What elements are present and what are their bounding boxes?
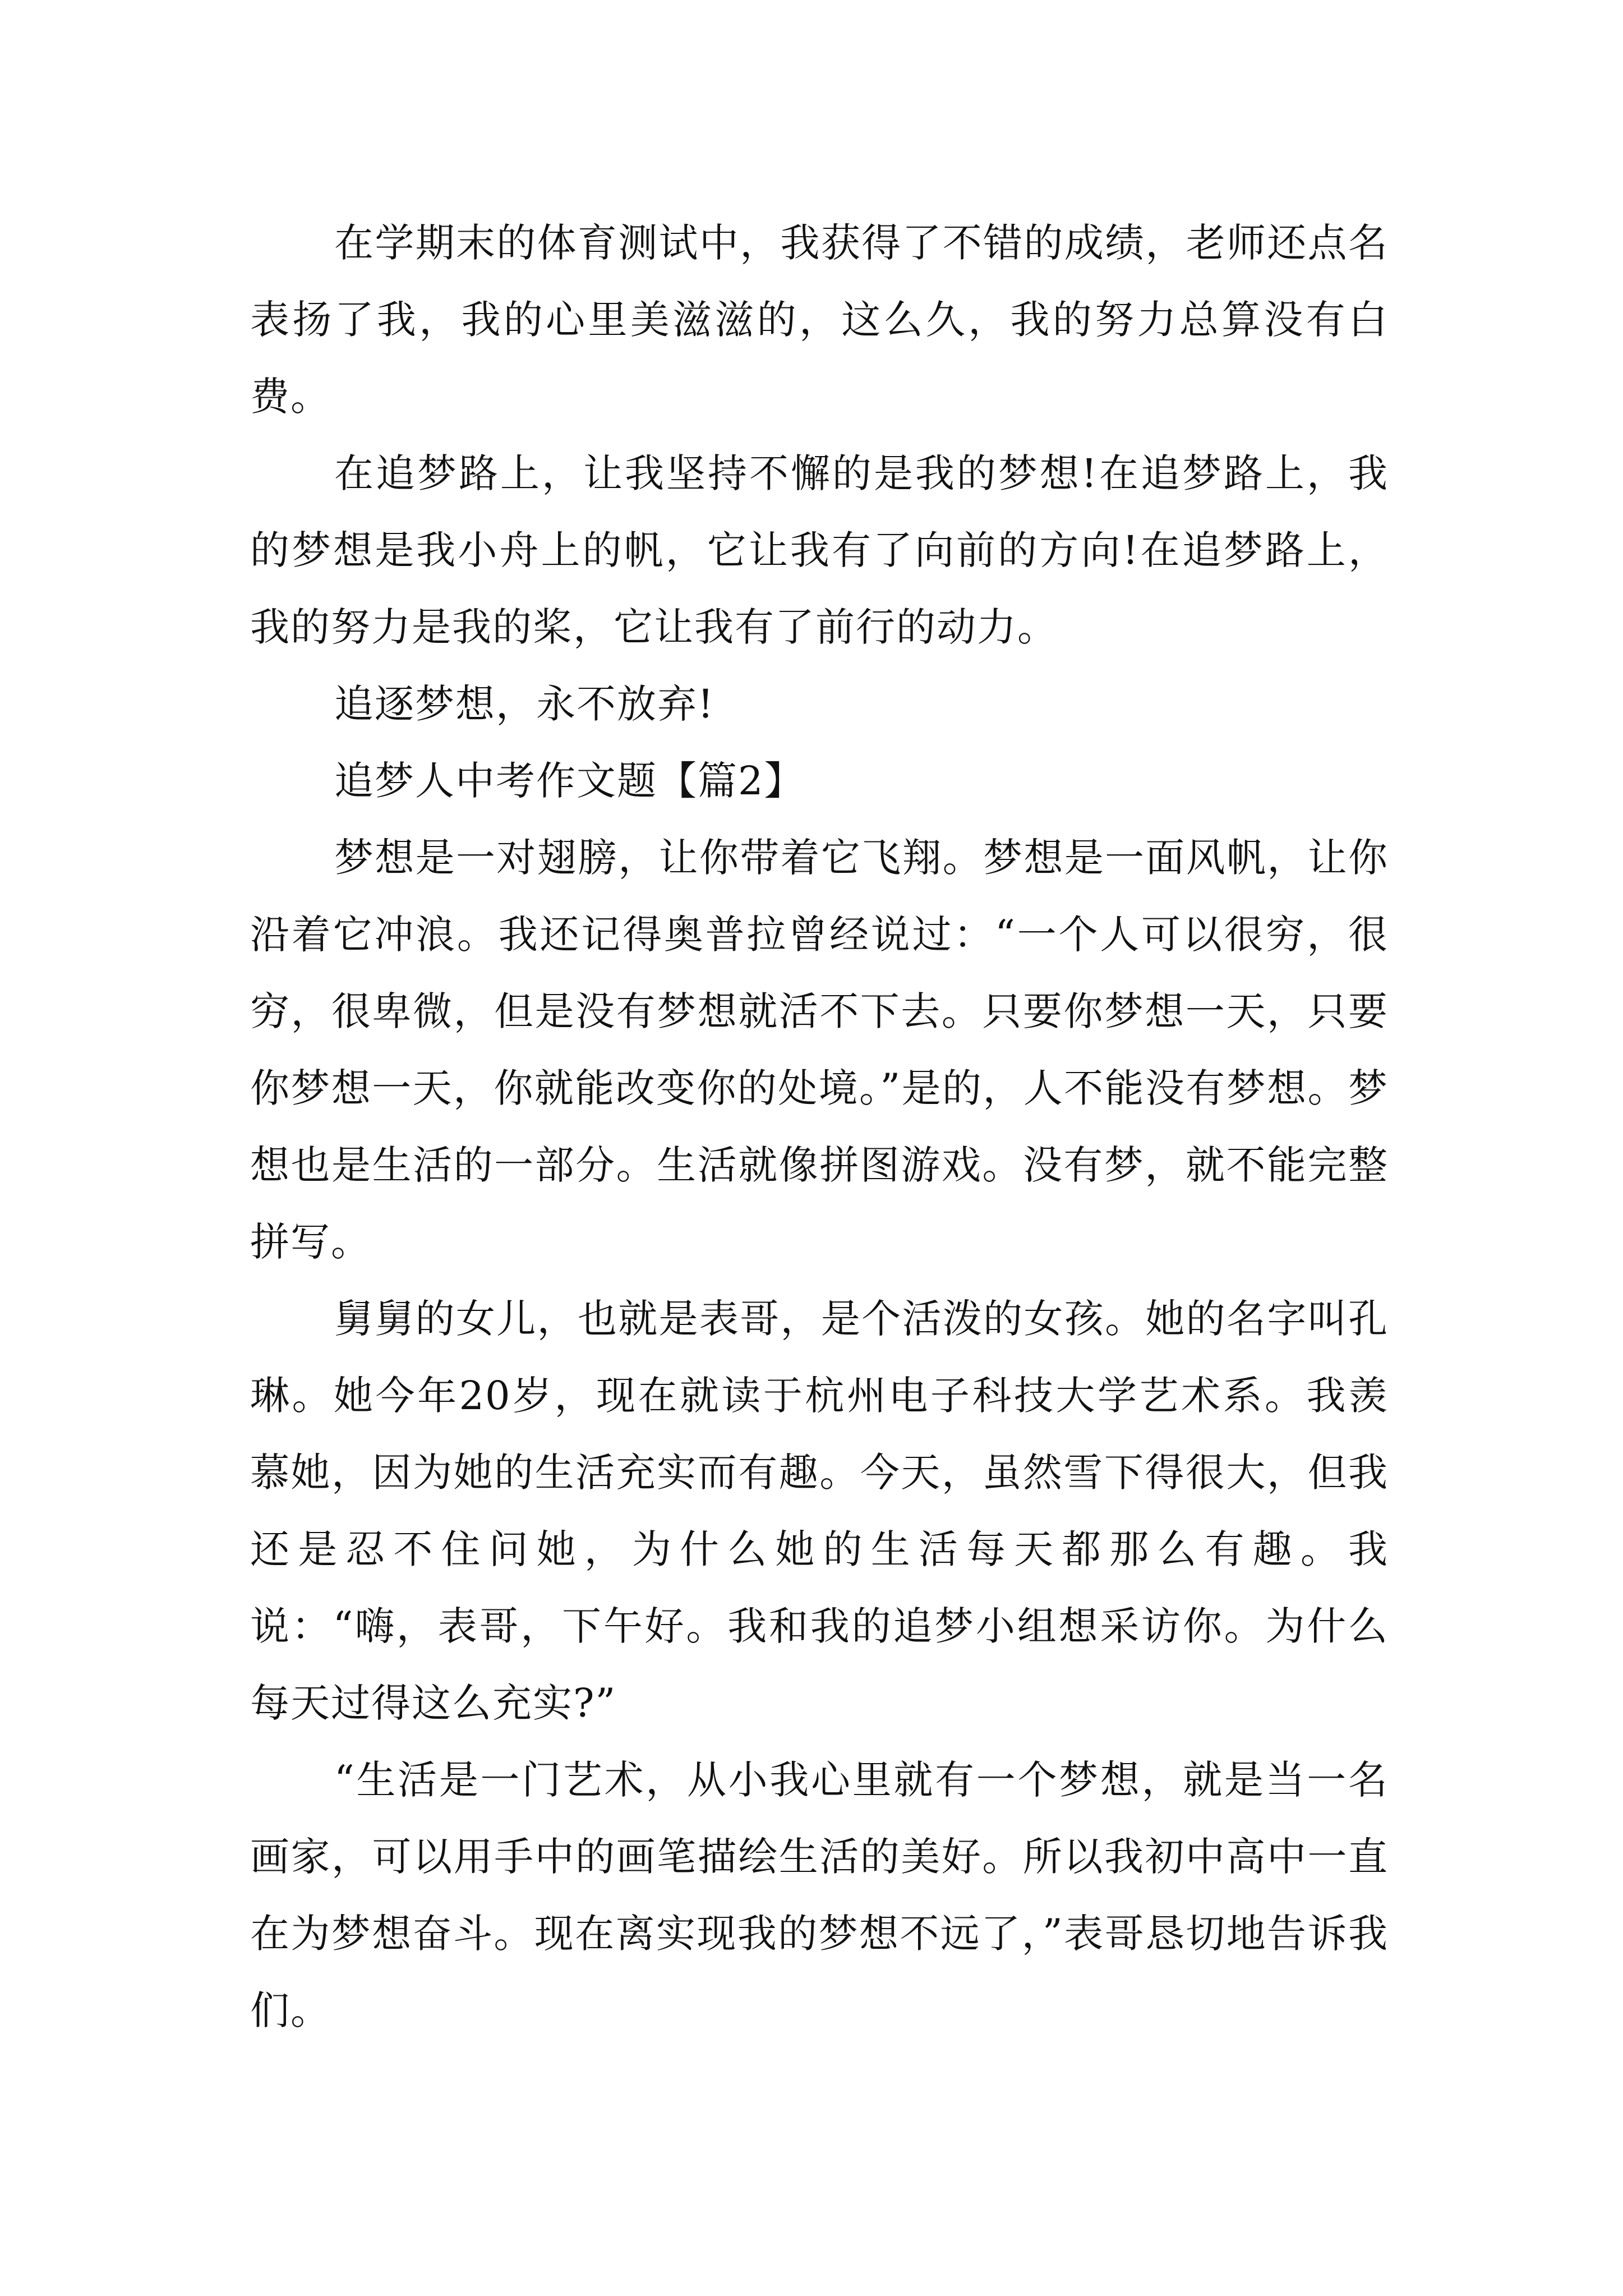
paragraph-dream-road: 在追梦路上，让我坚持不懈的是我的梦想!在追梦路上，我的梦想是我小舟上的帆，它让我有了向前的方向!在追梦路上，我的努力是我的桨，它让我有了前行的动力。: [250, 450, 1389, 650]
section-heading: 追梦人中考作文题【篇2】: [334, 758, 805, 804]
paragraph-dream-wings: 梦想是一对翅膀，让你带着它飞翔。梦想是一面风帆，让你沿着它冲浪。我还记得奥普拉曾经说过：“一个人可以很穷，很穷，很卑微，但是没有梦想就活不下去。只要你梦想一天，只要你梦想一天，你就能改变你的处境。”是的，人不能没有梦想。梦想也是生活的一部分。生活就像拼图游戏。没有梦，就不能完整拼写。: [250, 835, 1389, 1265]
paragraph-never-give-up: 追逐梦想，永不放弃!: [334, 681, 715, 727]
article-body: [250, 205, 1389, 2049]
paragraph-sports-test: 在学期末的体育测试中，我获得了不错的成绩，老师还点名表扬了我，我的心里美滋滋的，这么久，我的努力总算没有白费。: [250, 220, 1389, 420]
paragraph-cousin-quote: “生活是一门艺术，从小我心里就有一个梦想，就是当一名画家，可以用手中的画笔描绘生活的美好。所以我初中高中一直在为梦想奋斗。现在离实现我的梦想不远了，”表哥恳切地告诉我们。: [250, 1757, 1389, 2033]
paragraph-cousin: 舅舅的女儿，也就是表哥，是个活泼的女孩。她的名字叫孔琳。她今年20岁，现在就读于杭州电子科技大学艺术系。我羡慕她，因为她的生活充实而有趣。今天，虽然雪下得很大，但我还是忍不住问她，为什么她的生活每天都那么有趣。我说：“嗨，表哥，下午好。我和我的追梦小组想采访你。为什么每天过得这么充实?”: [250, 1296, 1389, 1726]
